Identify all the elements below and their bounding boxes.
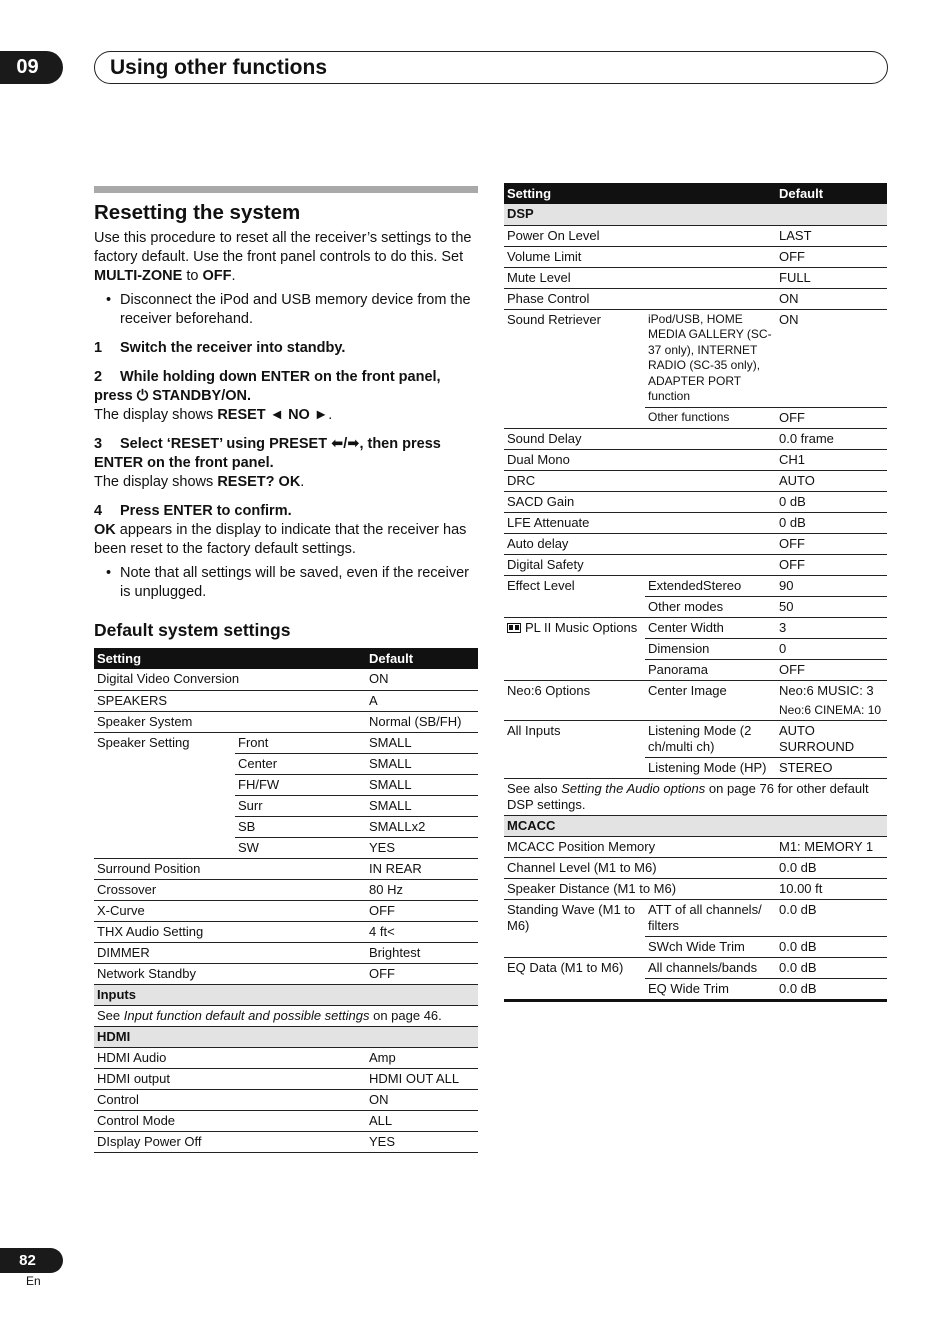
- table-row: X-Curve OFF: [94, 900, 478, 921]
- table-row: SWch Wide Trim 0.0 dB: [504, 936, 887, 957]
- step-4-text: OK appears in the display to indicate that the receiver has been reset to the factory default settings.: [94, 522, 467, 557]
- table-row: Other modes 50: [504, 596, 887, 617]
- table-row: SW YES: [94, 837, 478, 858]
- bullet-note: • Note that all settings will be saved, even if the receiver is unplugged.: [94, 564, 478, 602]
- inputs-subheader: Inputs: [94, 984, 478, 1005]
- right-column: [504, 183, 887, 1002]
- table-row: SPEAKERS A: [94, 690, 478, 711]
- table-row: Phase Control ON: [504, 288, 887, 309]
- table-row: Neo:6 Options Center Image Neo:6 MUSIC: 3 Neo:6 CINEMA: 10: [504, 680, 887, 720]
- table-row: Mute Level FULL: [504, 267, 887, 288]
- default-settings-table: [94, 648, 478, 1153]
- table-row: PL II Music Options Center Width 3: [504, 617, 887, 638]
- intro-paragraph: Use this procedure to reset all the receiver’s settings to the factory default. Use the front panel controls to do this. Set MULTI-ZONE to OFF.: [94, 230, 472, 284]
- dsp-subheader: DSP: [504, 204, 887, 225]
- table-row: All Inputs Listening Mode (2 ch/multi ch) AUTO SURROUND: [504, 720, 887, 757]
- table-row: MCACC Position Memory M1: MEMORY 1: [504, 836, 887, 857]
- table-row: Control ON: [94, 1089, 478, 1110]
- chapter-title: Using other functions: [94, 51, 888, 84]
- col-default: Default: [776, 183, 887, 204]
- bullet-disconnect: • Disconnect the iPod and USB memory device from the receiver beforehand.: [94, 291, 478, 329]
- dolby-icon: [507, 623, 521, 633]
- table-row: Center SMALL: [94, 753, 478, 774]
- table-row: SB SMALLx2: [94, 816, 478, 837]
- mcacc-subheader: MCACC: [504, 815, 887, 836]
- table-row: Standing Wave (M1 to M6) ATT of all channels/ filters 0.0 dB: [504, 899, 887, 936]
- table-row: Effect Level ExtendedStereo 90: [504, 575, 887, 596]
- table-row: Sound Delay 0.0 frame: [504, 428, 887, 449]
- default-settings-title: Default system settings: [94, 620, 291, 640]
- table-row: HDMI output HDMI OUT ALL: [94, 1068, 478, 1089]
- step-3-text: The display shows RESET? OK.: [94, 474, 305, 490]
- table-row: Dual Mono CH1: [504, 449, 887, 470]
- table-row: Dimension 0: [504, 638, 887, 659]
- table-row: Channel Level (M1 to M6) 0.0 dB: [504, 857, 887, 878]
- table-row: Other functions OFF: [504, 407, 887, 428]
- table-row: Listening Mode (HP) STEREO: [504, 757, 887, 778]
- table-row: Digital Video Conversion ON: [94, 669, 478, 690]
- table-row: DRC AUTO: [504, 470, 887, 491]
- col-setting: Setting: [94, 648, 366, 669]
- step-2: 2 While holding down ENTER on the front panel, press ⏻ STANDBY/ON.: [94, 369, 441, 404]
- table-row: Control Mode ALL: [94, 1110, 478, 1131]
- table-row: Power On Level LAST: [504, 225, 887, 246]
- table-row: LFE Attenuate 0 dB: [504, 512, 887, 533]
- hdmi-subheader: HDMI: [94, 1026, 478, 1047]
- table-row: Digital Safety OFF: [504, 554, 887, 575]
- table-row: THX Audio Setting 4 ft<: [94, 921, 478, 942]
- table-row: EQ Wide Trim 0.0 dB: [504, 978, 887, 1000]
- chapter-number: 09: [0, 51, 63, 84]
- table-row: DIsplay Power Off YES: [94, 1131, 478, 1152]
- table-row: Speaker System Normal (SB/FH): [94, 711, 478, 732]
- table-row: Panorama OFF: [504, 659, 887, 680]
- step-4: 4 Press ENTER to confirm.: [94, 503, 292, 519]
- col-default: Default: [366, 648, 478, 669]
- table-row: DIMMER Brightest: [94, 942, 478, 963]
- page-number: 82: [0, 1248, 63, 1273]
- table-row: Volume Limit OFF: [504, 246, 887, 267]
- inputs-note: See Input function default and possible settings on page 46.: [94, 1005, 478, 1026]
- table-row: Sound Retriever iPod/USB, HOME MEDIA GALLERY (SC-37 only), INTERNET RADIO (SC-35 only), ADAPTER PORT function ON: [504, 309, 887, 407]
- table-row: Auto delay OFF: [504, 533, 887, 554]
- section-title: Resetting the system: [94, 201, 301, 224]
- section-bar: [94, 186, 478, 193]
- step-3: 3 Select ‘RESET’ using PRESET ⬅/➡, then press ENTER on the front panel.: [94, 436, 441, 471]
- table-row: Speaker Setting Front SMALL: [94, 732, 478, 753]
- col-setting: Setting: [504, 183, 776, 204]
- table-row: Network Standby OFF: [94, 963, 478, 984]
- page-language: En: [26, 1274, 41, 1288]
- table-row: HDMI Audio Amp: [94, 1047, 478, 1068]
- table-row: Surr SMALL: [94, 795, 478, 816]
- left-column: [94, 186, 478, 1153]
- table-row: Speaker Distance (M1 to M6) 10.00 ft: [504, 878, 887, 899]
- table-row: FH/FW SMALL: [94, 774, 478, 795]
- table-row: Surround Position IN REAR: [94, 858, 478, 879]
- dsp-mcacc-table: [504, 183, 887, 1002]
- table-row: EQ Data (M1 to M6) All channels/bands 0.0 dB: [504, 957, 887, 978]
- table-row: SACD Gain 0 dB: [504, 491, 887, 512]
- dsp-note: See also Setting the Audio options on page 76 for other default DSP settings.: [504, 778, 887, 815]
- step-2-text: The display shows RESET ◄ NO ►.: [94, 407, 333, 423]
- table-row: Crossover 80 Hz: [94, 879, 478, 900]
- step-1: 1 Switch the receiver into standby.: [94, 340, 346, 356]
